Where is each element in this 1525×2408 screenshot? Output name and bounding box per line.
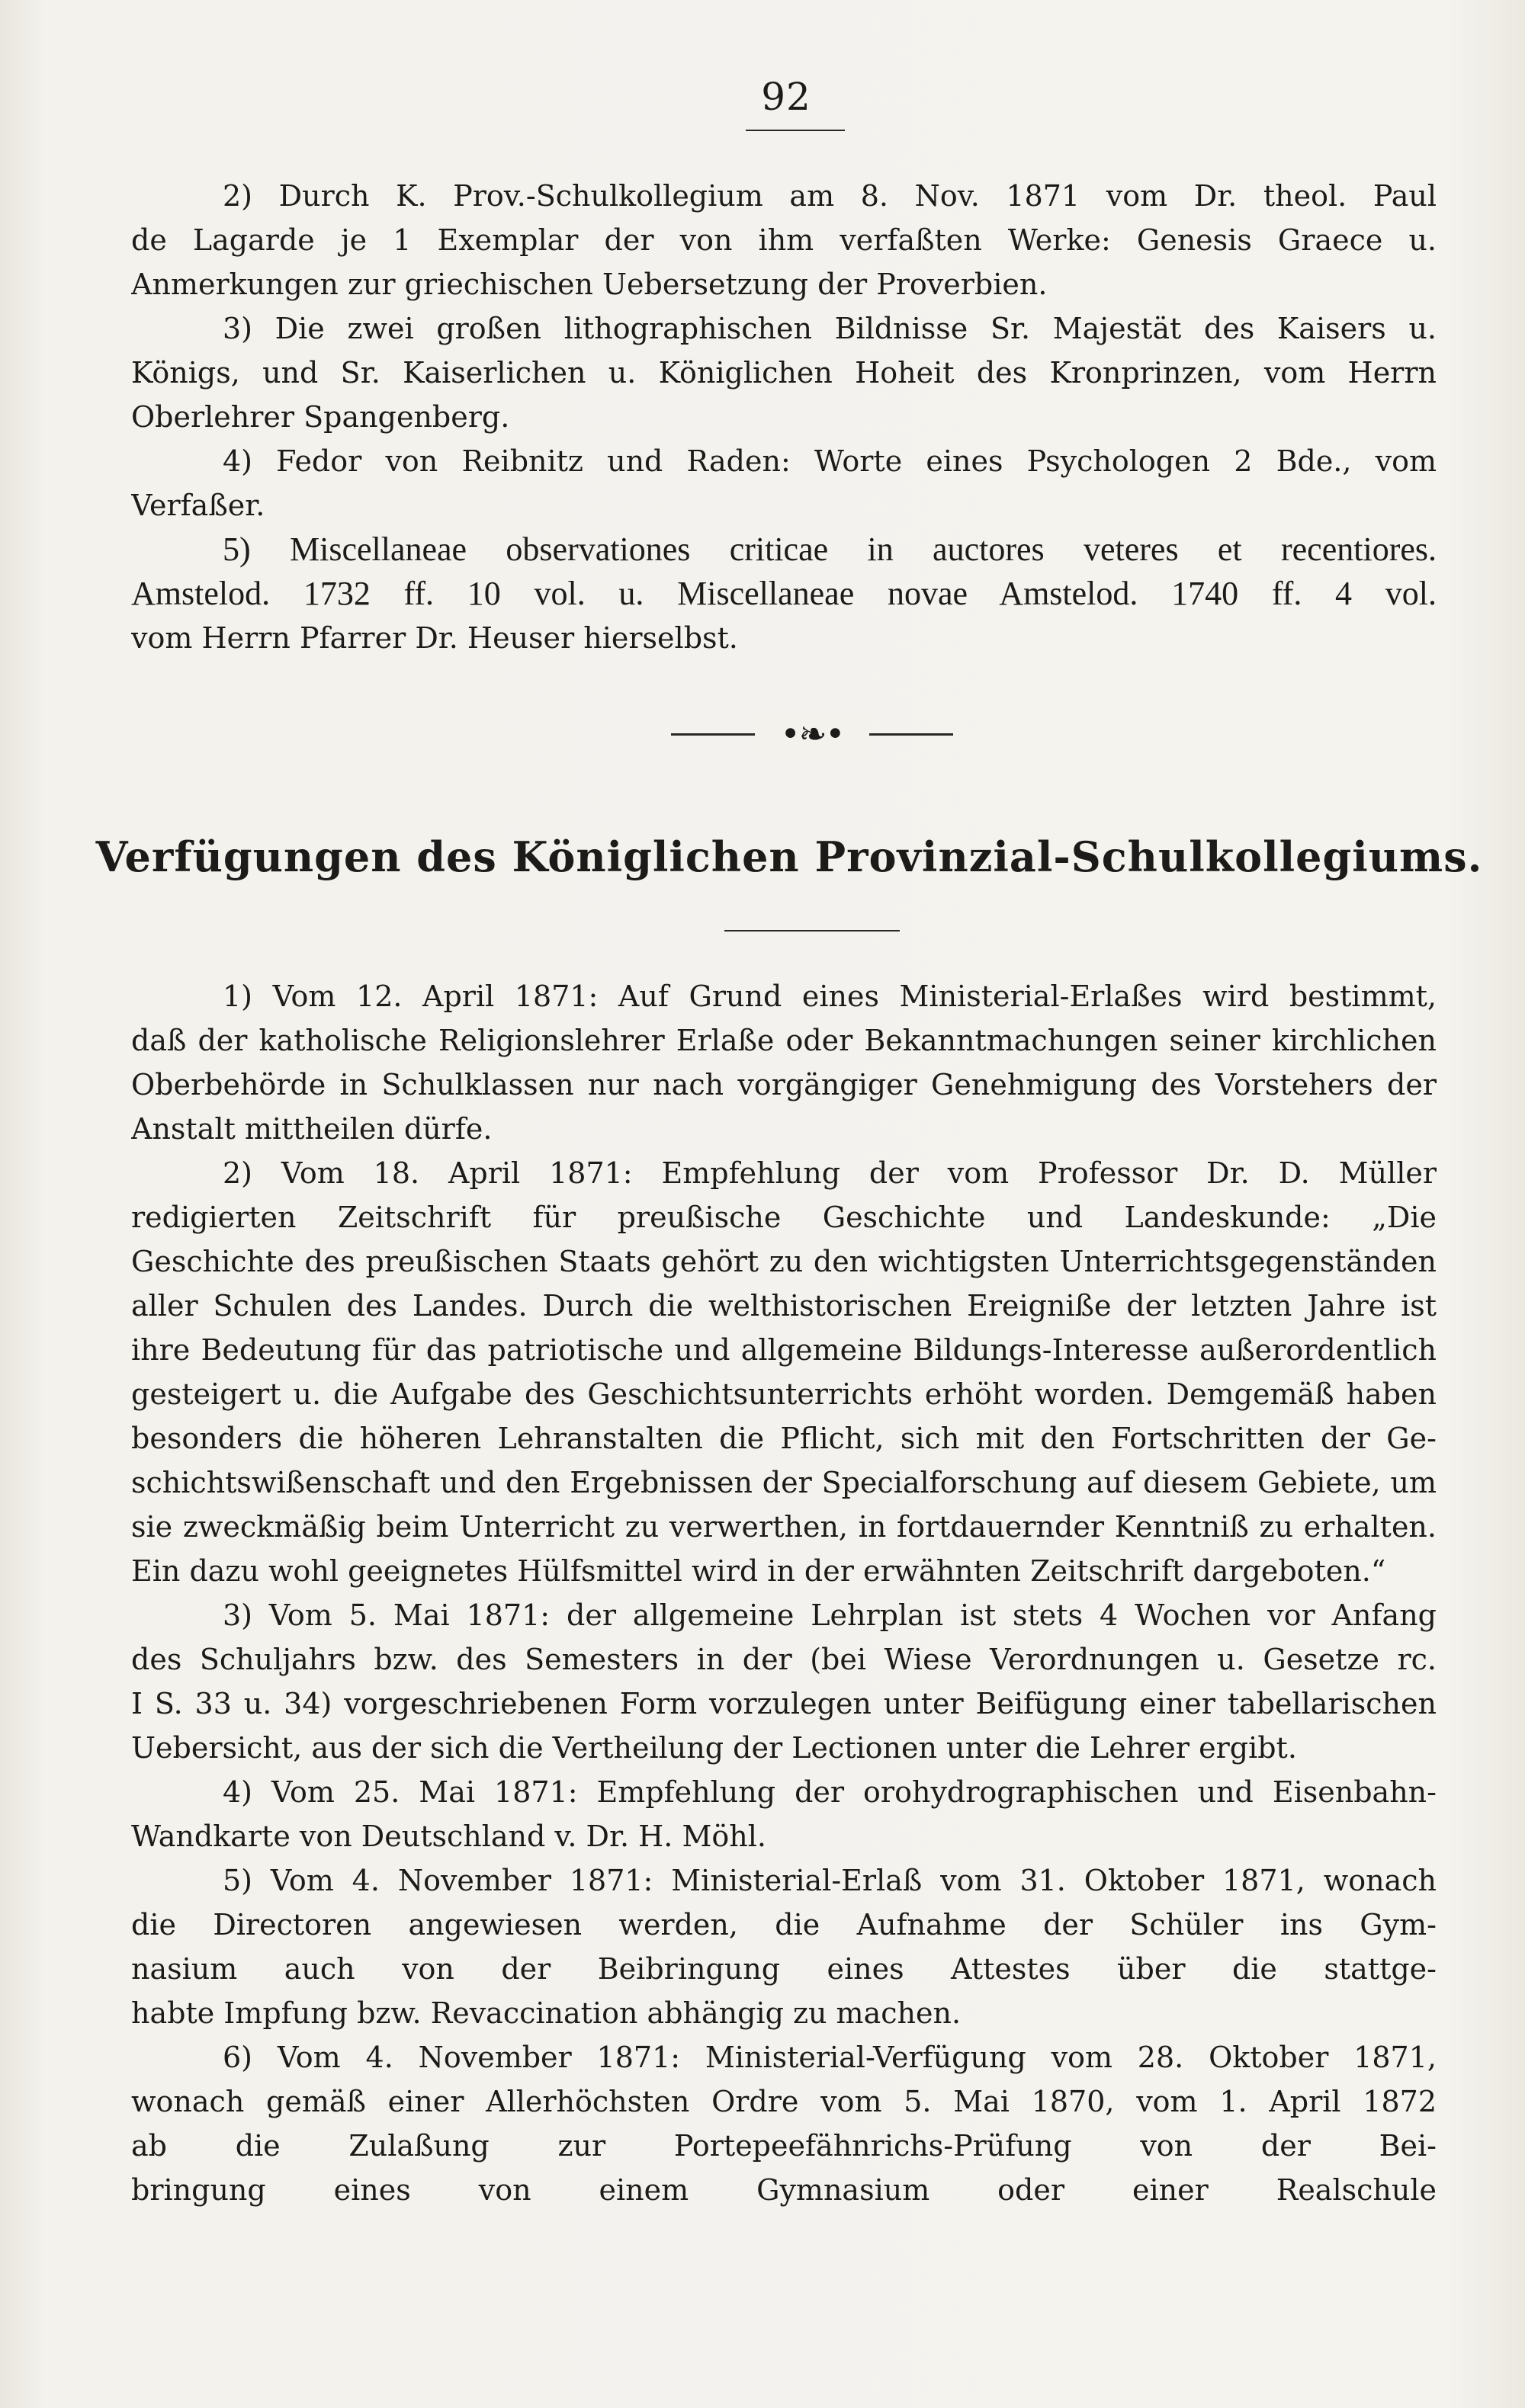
- text-line: ab die Zulaßung zur Portepeefähnrichs-Prüfung von der Bei-: [131, 2129, 1437, 2163]
- text-line: 4) Fedor von Reibnitz und Raden: Worte eines Psychologen 2 Bde., vom: [223, 444, 1437, 478]
- text-line: Königs, und Sr. Kaiserlichen u. Königlichen Hoheit des Kronprinzen, vom Herrn: [131, 356, 1437, 390]
- text-line: besonders die höheren Lehranstalten die Pflicht, sich mit den Fortschritten der Ge-: [131, 1422, 1437, 1455]
- text-line: daß der katholische Religionslehrer Erlaße oder Bekanntmachungen seiner kirchlichen: [131, 1024, 1437, 1057]
- text-line: Geschichte des preußischen Staats gehört zu den wichtigsten Unterrichtsgegenständen: [131, 1245, 1437, 1278]
- text-line: 5) Vom 4. November 1871: Ministerial-Erlaß vom 31. Oktober 1871, wonach: [223, 1864, 1437, 1897]
- text-line: 3) Die zwei großen lithographischen Bildnisse Sr. Majestät des Kaisers u.: [223, 312, 1437, 345]
- text-line: 2) Vom 18. April 1871: Empfehlung der vom Professor Dr. D. Müller: [223, 1156, 1437, 1190]
- text-line: ihre Bedeutung für das patriotische und allgemeine Bildungs-Interesse außerordentlich: [131, 1333, 1437, 1367]
- text-line: redigierten Zeitschrift für preußische Geschichte und Landeskunde: „Die: [131, 1201, 1437, 1234]
- text-line: bringung eines von einem Gymnasium oder einer Realschule: [131, 2173, 1437, 2207]
- text-line: de Lagarde je 1 Exemplar der von ihm verfaßten Werke: Genesis Graece u.: [131, 223, 1437, 257]
- text-line: Wandkarte von Deutschland v. Dr. H. Möhl.: [131, 1820, 766, 1853]
- text-line: Anmerkungen zur griechischen Uebersetzung der Proverbien.: [131, 268, 1048, 301]
- text-line: schichtswißenschaft und den Ergebnissen der Specialforschung auf diesem Gebiete, um: [131, 1466, 1437, 1499]
- text-line: wonach gemäß einer Allerhöchsten Ordre vom 5. Mai 1870, vom 1. April 1872: [131, 2085, 1437, 2118]
- decrees-list: [131, 974, 1437, 2212]
- heading-rule: [724, 930, 900, 931]
- text-line: 3) Vom 5. Mai 1871: der allgemeine Lehrplan ist stets 4 Wochen vor Anfang: [223, 1598, 1437, 1632]
- ornament-divider: •❧•: [755, 712, 869, 758]
- section-heading: Verfügungen des Königlichen Provinzial-Schulkollegiums.: [95, 832, 1483, 881]
- text-line: Uebersicht, aus der sich die Vertheilung der Lectionen unter die Lehrer ergibt.: [131, 1731, 1297, 1765]
- text-line: 4) Vom 25. Mai 1871: Empfehlung der orohydrographischen und Eisenbahn-: [223, 1775, 1437, 1809]
- text-line: Oberbehörde in Schulklassen nur nach vorgängiger Genehmigung des Vorstehers der: [131, 1068, 1437, 1101]
- text-line: Ein dazu wohl geeignetes Hülfsmittel wird in der erwähnten Zeitschrift dargeboten.“: [131, 1554, 1386, 1588]
- text-line: nasium auch von der Beibringung eines Attestes über die stattge-: [131, 1952, 1437, 1986]
- text-line: vom Herrn Pfarrer Dr. Heuser hierselbst.: [131, 621, 738, 655]
- text-line: aller Schulen des Landes. Durch die welthistorischen Ereigniße der letzten Jahre ist: [131, 1289, 1437, 1323]
- text-line: Amstelod. 1732 ff. 10 vol. u. Miscellaneae novae Amstelod. 1740 ff. 4 vol.: [131, 575, 1437, 612]
- page-number-rule: [746, 130, 845, 131]
- text-line: Oberlehrer Spangenberg.: [131, 400, 510, 434]
- text-line: 6) Vom 4. November 1871: Ministerial-Verfügung vom 28. Oktober 1871,: [223, 2041, 1437, 2074]
- text-line: die Directoren angewiesen werden, die Aufnahme der Schüler ins Gym-: [131, 1908, 1437, 1941]
- text-line: gesteigert u. die Aufgabe des Geschichtsunterrichts erhöht worden. Demgemäß haben: [131, 1377, 1437, 1411]
- text-line: des Schuljahrs bzw. des Semesters in der (bei Wiese Verordnungen u. Gesetze rc.: [131, 1643, 1437, 1676]
- text-line: Verfaßer.: [131, 489, 265, 522]
- text-line: I S. 33 u. 34) vorgeschriebenen Form vorzulegen unter Beifügung einer tabellarischen: [131, 1687, 1437, 1720]
- text-line: 2) Durch K. Prov.-Schulkollegium am 8. Nov. 1871 vom Dr. theol. Paul: [223, 179, 1437, 213]
- text-line: 5) Miscellaneae observationes criticae in auctores veteres et recentiores.: [223, 531, 1437, 568]
- page-number: 92: [761, 75, 811, 119]
- text-line: Anstalt mittheilen dürfe.: [131, 1112, 493, 1146]
- text-line: sie zweckmäßig beim Unterricht zu verwerthen, in fortdauernder Kenntniß zu erhalten.: [131, 1510, 1437, 1544]
- text-line: habte Impfung bzw. Revaccination abhängig zu machen.: [131, 1996, 962, 2030]
- text-line: 1) Vom 12. April 1871: Auf Grund eines Ministerial-Erlaßes wird bestimmt,: [223, 980, 1437, 1013]
- donations-list: [131, 174, 1437, 660]
